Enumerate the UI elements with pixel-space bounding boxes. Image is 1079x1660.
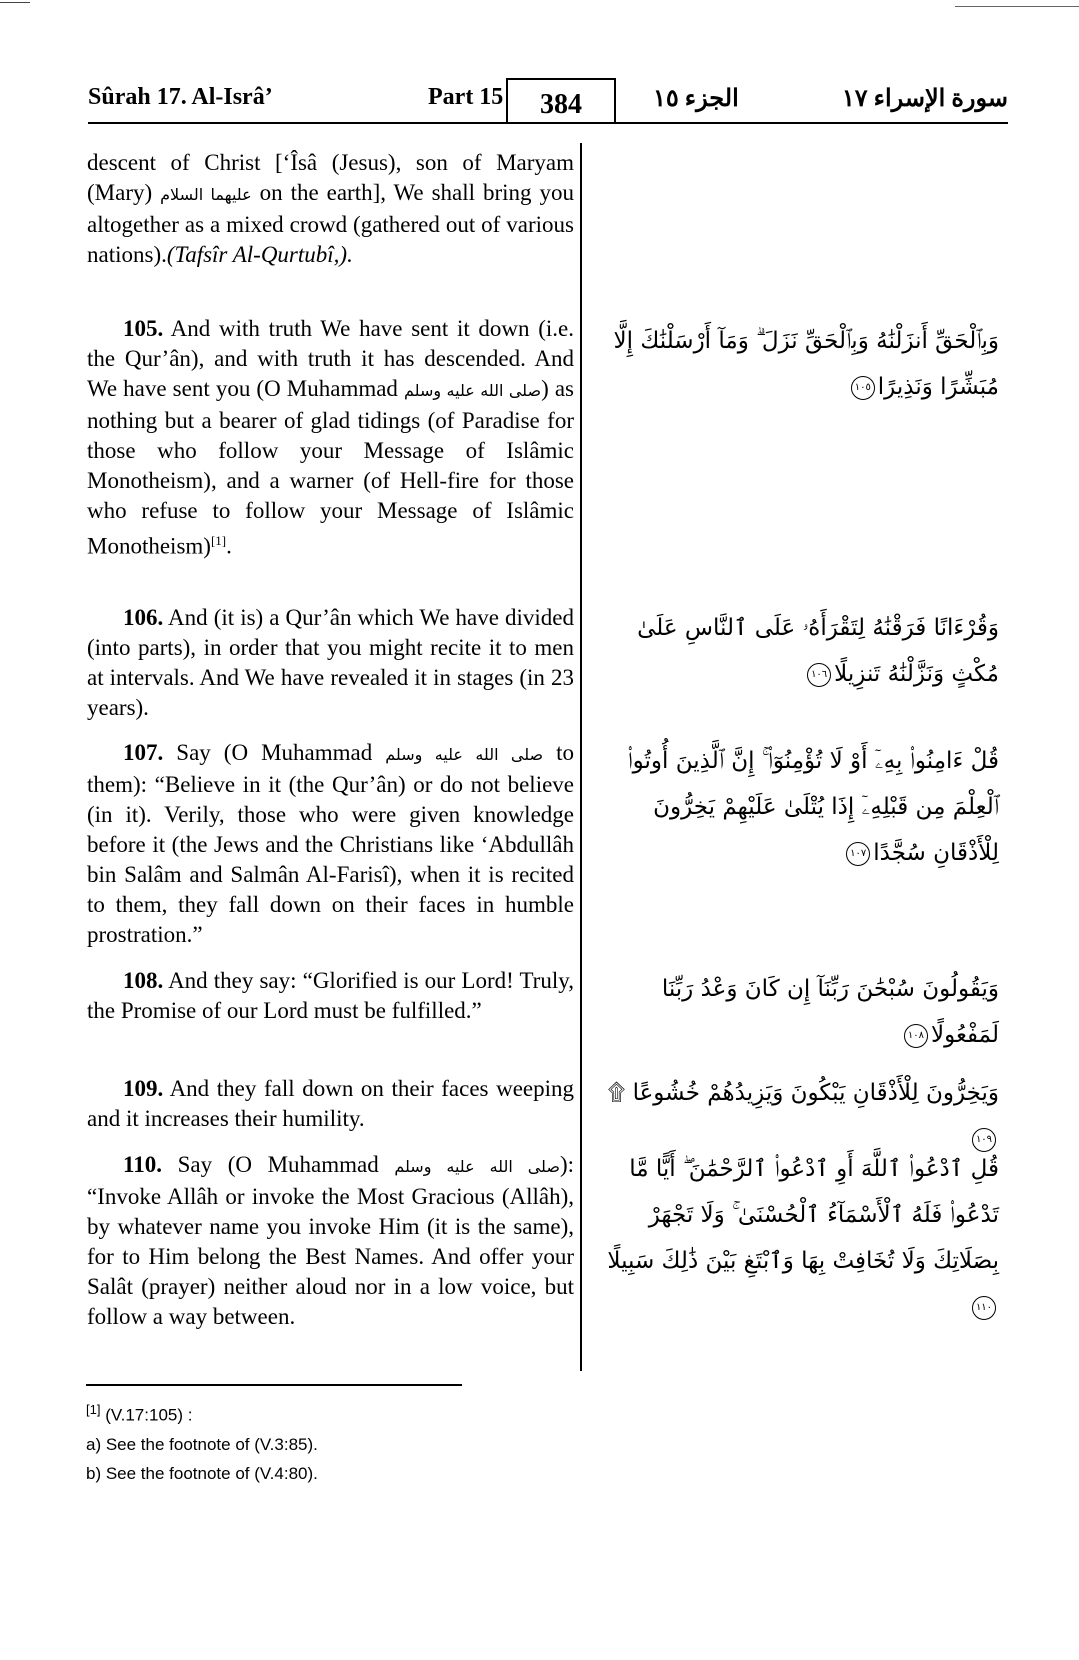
verse-106-arabic: وَقُرْءَانًا فَرَقْنَٰهُ لِتَقْرَأَهُۥ عَلَى ٱلنَّاسِ عَلَىٰ مُكْثٍ وَنَزَّلْنَٰهُ تَنزِيلًا١٠٦ (637, 615, 999, 687)
surah-title-en: Sûrah 17. Al-Isrâ’ (88, 84, 273, 110)
footnote-1a: a) See the footnote of (V.3:85). (86, 1434, 318, 1454)
page-number: 384 (506, 78, 616, 123)
verse-109-translation: 109. And they fall down on their faces weeping and it increases their humility. (87, 1076, 574, 1131)
verse-110-translation: 110. Say (O Muhammad صلى الله عليه وسلم): “Invoke Allâh or invoke the Most Gracious (Allâh), by whatever name you invoke Him (it is the same), for to Him belong the Best Names. And offer your Salât (prayer) neither aloud nor in a low voice, but follow a way between. (87, 1152, 575, 1329)
footnote-reference: [1] (210, 533, 227, 548)
surah-title-ar: سورة الإسراء ١٧ (841, 86, 1008, 112)
part-label-en: Part 15 (428, 84, 504, 110)
verse-110-arabic: قُلِ ٱدْعُوا۟ ٱللَّهَ أَوِ ٱدْعُوا۟ ٱلرَّحْمَٰنَ ۖ أَيًّا مَّا تَدْعُوا۟ فَلَهُ ٱلْأَسْمَآءُ ٱلْحُسْنَىٰ ۚ وَلَا تَجْهَرْ بِصَلَاتِكَ وَلَا تُخَافِتْ بِهَا وَٱبْتَغِ بَيْنَ ذَٰلِكَ سَبِيلًا١١٠ (599, 1146, 999, 1330)
ayah-end-marker: ١٠٥ (851, 376, 875, 400)
ayah-end-marker: ١٠٩ (972, 1128, 996, 1152)
ayah-end-marker: ١٠٨ (904, 1024, 928, 1048)
footnotes (86, 1395, 318, 1488)
verse-105-arabic: وَبِٱلْحَقِّ أَنزَلْنَٰهُ وَبِٱلْحَقِّ نَزَلَ ۗ وَمَآ أَرْسَلْنَٰكَ إِلَّا مُبَشِّرًا وَنَذِيرًا١٠٥ (613, 328, 999, 400)
scan-mark-left (0, 2, 30, 3)
honorific-ar: صلى الله عليه وسلم (385, 745, 544, 764)
verse-109-arabic: وَيَخِرُّونَ لِلْأَذْقَانِ يَبْكُونَ وَيَزِيدُهُمْ خُشُوعًا ۩١٠٩ (599, 1070, 999, 1162)
verse-105-translation: 105. And with truth We have sent it down (i.e. the Qur’ân), and with truth it has descended. And We have sent you (O Muhammad صلى الله عليه وسلم) as nothing but a bearer of glad tidings (of Paradise for those who follow your Message of Islâmic Monotheism), and a warner (of Hell-fire for those who refuse to follow your Message of Islâmic Monotheism)[1]. (87, 316, 574, 559)
honorific-ar: صلى الله عليه وسلم (394, 1157, 560, 1176)
ayah-end-marker: ١٠٦ (807, 663, 831, 687)
footnote-1-heading: [1] (V.17:105) : (86, 1402, 193, 1425)
ayah-end-marker: ١٠٧ (846, 842, 870, 866)
translation-continuation: descent of Christ [‘Îsâ (Jesus), son of Maryam (Mary) عليهما السلام on the earth], We shall bring you altogether as a mixed crowd (gathered out of various nations).(Tafsîr Al-Qurtubî,). (87, 150, 575, 267)
verse-107-arabic: قُلْ ءَامِنُوا۟ بِهِۦٓ أَوْ لَا تُؤْمِنُوٓا۟ ۚ إِنَّ ٱلَّذِينَ أُوتُوا۟ ٱلْعِلْمَ مِن قَبْلِهِۦٓ إِذَا يُتْلَىٰ عَلَيْهِمْ يَخِرُّونَ لِلْأَذْقَانِ سُجَّدًا١٠٧ (627, 748, 999, 866)
verse-108-translation: 108. And they say: “Glorified is our Lord! Truly, the Promise of our Lord must be fulfilled.” (87, 968, 574, 1023)
verse-107-translation: 107. Say (O Muhammad صلى الله عليه وسلم to them): “Believe in it (the Qur’ân) or do not believe (in it). Verily, those who were given knowledge before it (the Jews and the Christians like ‘Abdullâh bin Salâm and Salmân Al-Farisî), when it is recited to them, they fall down on their faces in humble prostration.” (87, 740, 575, 947)
ayah-end-marker: ١١٠ (972, 1296, 996, 1320)
scan-mark-right (955, 6, 1079, 7)
verse-108-arabic: وَيَقُولُونَ سُبْحَٰنَ رَبِّنَآ إِن كَانَ وَعْدُ رَبِّنَا لَمَفْعُولًا١٠٨ (661, 976, 999, 1048)
footnote-1b: b) See the footnote of (V.4:80). (86, 1463, 318, 1483)
part-label-ar: الجزء ١٥ (653, 86, 739, 112)
tafsir-reference: (Tafsîr Al-Qurtubî,). (166, 242, 353, 267)
column-divider (580, 143, 582, 1371)
honorific-ar: عليهما السلام (160, 185, 252, 204)
page-header (88, 78, 1008, 123)
footnote-rule (86, 1384, 462, 1386)
header-rule (88, 122, 1008, 124)
honorific-ar: صلى الله عليه وسلم (404, 381, 542, 400)
verse-106-translation: 106. And (it is) a Qur’ân which We have divided (into parts), in order that you might recite it to men at intervals. And We have revealed it in stages (in 23 years). (87, 605, 574, 720)
